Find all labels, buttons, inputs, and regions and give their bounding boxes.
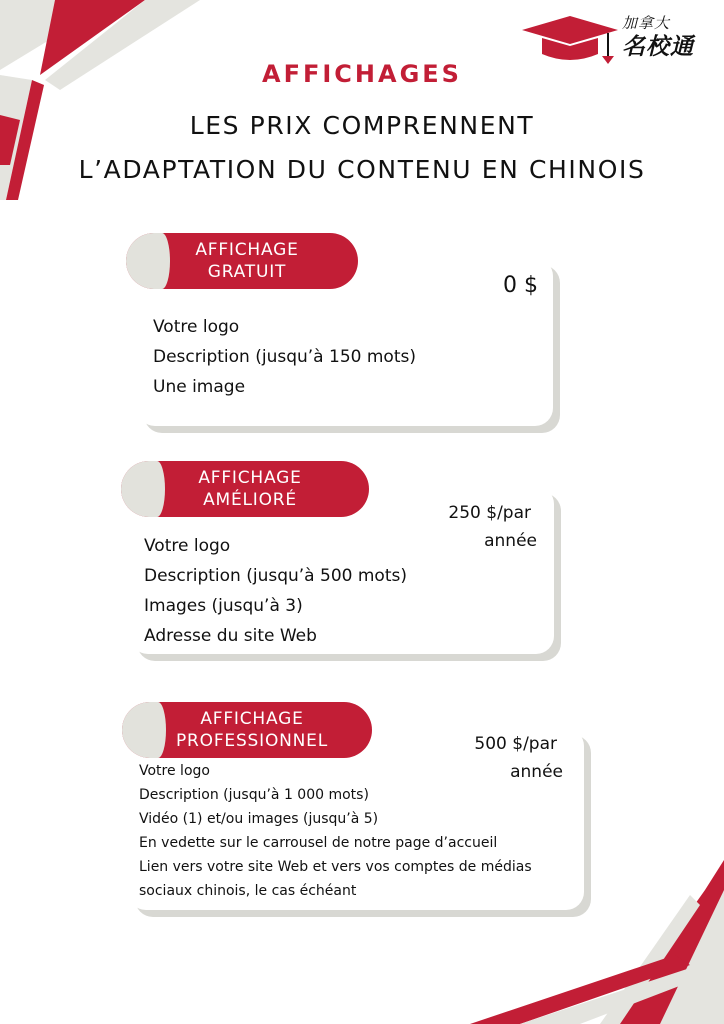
plan-price-line1: 250 $/par (448, 503, 531, 523)
brand-logo-line1: 加拿大 (622, 14, 671, 32)
plan-price-line2: année (484, 531, 537, 551)
plan-name-line1: AFFICHAGE (198, 468, 302, 488)
feature-item: Votre logo (153, 317, 240, 337)
plan-price-line1: 0 $ (503, 273, 538, 298)
plan-badge-enhanced (121, 461, 369, 517)
plan-price-enhanced (400, 499, 537, 555)
plan-features-free (153, 312, 416, 402)
page-subtitle-line1: LES PRIX COMPRENNENT (189, 111, 535, 140)
feature-item: Description (jusqu’à 500 mots) (144, 566, 407, 586)
brand-logo-line2: 名校通 (622, 33, 694, 60)
plan-price-free (420, 272, 538, 300)
plan-badge-free (126, 233, 358, 289)
feature-item: Une image (153, 377, 246, 397)
plan-features-professional (139, 759, 532, 903)
plan-name-line2: PROFESSIONNEL (176, 731, 328, 751)
feature-item: sociaux chinois, le cas échéant (139, 883, 357, 899)
feature-item: Vidéo (1) et/ou images (jusqu’à 5) (139, 811, 379, 827)
plan-name-line1: AFFICHAGE (200, 709, 304, 729)
feature-item: Images (jusqu’à 3) (144, 596, 303, 616)
plan-name-line2: GRATUIT (207, 262, 287, 282)
feature-item: Votre logo (139, 763, 210, 779)
feature-item: Description (jusqu’à 150 mots) (153, 347, 416, 367)
feature-item: En vedette sur le carrousel de notre page d’accueil (139, 835, 498, 851)
feature-item: Lien vers votre site Web et vers vos comptes de médias (139, 859, 532, 875)
plan-features-enhanced (144, 531, 407, 651)
page-title: AFFICHAGES (262, 60, 462, 88)
plan-name-line2: AMÉLIORÉ (203, 490, 297, 510)
brand-logo-text (622, 16, 718, 58)
plan-price-line2: année (510, 762, 563, 782)
feature-item: Adresse du site Web (144, 626, 317, 646)
plan-badge-professional (122, 702, 372, 758)
plan-price-line1: 500 $/par (474, 734, 557, 754)
feature-item: Description (jusqu’à 1 000 mots) (139, 787, 369, 803)
plan-name-line1: AFFICHAGE (195, 240, 299, 260)
page-subtitle-line2: L’ADAPTATION DU CONTENU EN CHINOIS (78, 155, 646, 184)
feature-item: Votre logo (144, 536, 231, 556)
